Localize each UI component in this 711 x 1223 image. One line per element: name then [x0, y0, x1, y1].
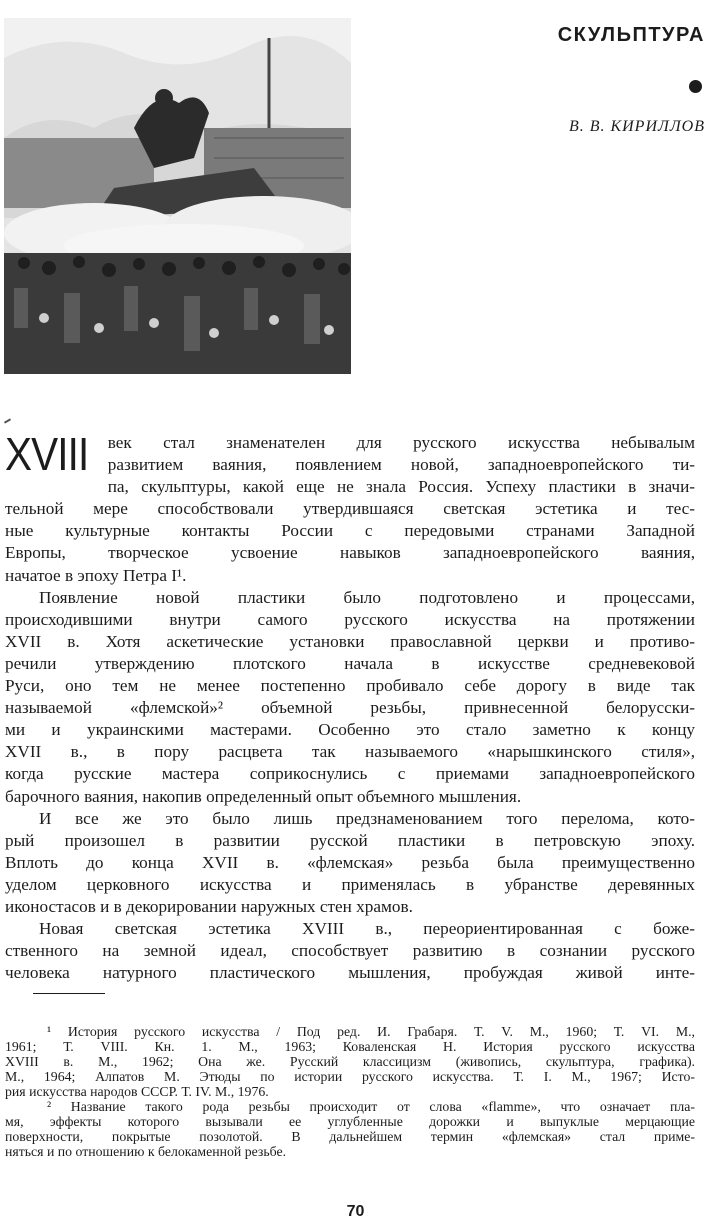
text-line: речили утверждению плотского начала в искусстве средневековой	[5, 653, 695, 673]
text-line: происходившими внутри самого русского искусства на протяжении	[5, 609, 695, 629]
text-line: барочного ваяния, накопив определенный опыт объемного мышления.	[5, 786, 522, 806]
stray-mark	[4, 418, 11, 423]
text-line: иконостасов и в декорировании наружных стен храмов.	[5, 896, 413, 916]
text-line: рый произошел в развитии русской пластики в петровскую эпоху.	[5, 830, 695, 850]
monument-engraving-icon	[4, 18, 351, 374]
opening-paragraph	[5, 428, 695, 480]
text-line: называемой «флемской»² объемной резьбы, привнесенной белорусски-	[5, 698, 695, 718]
footnote-2	[5, 1099, 695, 1114]
text-line: когда русские мастера соприкоснулись с приемами западноевропейского	[5, 764, 695, 784]
text-line: Руси, оно тем не менее постепенно пробивало себе дорогу в виде так	[5, 676, 695, 696]
text-line: XVII в. Хотя аскетические установки православной церкви и противо-	[5, 631, 695, 651]
text-line: XVII в., в пору расцвета так называемого «нарышкинского стиля»,	[5, 742, 695, 762]
text-line: тельной мере способствовали утвердившаяся светская эстетика и тес-	[5, 499, 695, 519]
bullet-dot	[689, 80, 702, 93]
monument-engraving	[4, 18, 351, 374]
text-line: век стал знаменателен для русского искусства небывалым	[107, 433, 695, 452]
text-line: Новая светская эстетика XVIII в., переориентированная с боже-	[39, 919, 695, 939]
text-line: И все же это было лишь предзнаменованием того перелома, кото-	[39, 808, 695, 828]
text-line: ные культурные контакты России с передовыми странами Западной	[5, 521, 695, 541]
footnote-line: ² Название такого рода резьбы происходит от слова «flamme», что означает пла-	[47, 1099, 695, 1114]
text-line: Европы, творческое усвоение навыков западноевропейского ваяния,	[5, 543, 695, 563]
article-body	[5, 428, 695, 984]
footnote-line: М., 1964; Алпатов М. Этюды по истории русского искусства. Т. I. М., 1967; Исто-	[5, 1069, 695, 1084]
text-line: Появление новой пластики было подготовлено и процессами,	[39, 587, 695, 607]
footnote-line: няться и по отношению к белокаменной резьбе.	[5, 1144, 287, 1159]
page-number: 70	[346, 1203, 365, 1220]
footnotes	[5, 1024, 695, 1159]
footnote-line: XVIII в. М., 1962; Она же. Русский классицизм (живопись, скульптура, графика).	[5, 1054, 695, 1069]
text-line: ми и украинскими мастерами. Особенно это стало заметно к концу	[5, 720, 695, 740]
text-line: начатое в эпоху Петра I¹.	[5, 565, 187, 585]
section-title: СКУЛЬПТУРА	[557, 24, 705, 46]
footnote-1	[5, 1024, 695, 1039]
text-line: человека натурного пластического мышления, пробуждая живой инте-	[5, 963, 695, 983]
drop-cap: XVIII	[5, 428, 89, 480]
footnote-rule	[33, 993, 105, 994]
text-line: ственного на земной идеал, способствует развитию в сознании русского	[5, 941, 695, 961]
footnote-line: мя, эффекты которого вызывали ее углубленные дорожки и выпуклые мерцающие	[5, 1114, 695, 1129]
footnote-line: ¹ История русского искусства / Под ред. И. Грабаря. Т. V. М., 1960; Т. VI. М.,	[47, 1024, 695, 1039]
footnote-line: рия искусства народов СССР. Т. IV. М., 1976.	[5, 1084, 269, 1099]
footnote-line: 1961; Т. VIII. Кн. 1. М., 1963; Коваленская Н. История русского искусства	[5, 1039, 695, 1054]
text-line: Вплоть до конца XVII в. «флемская» резьба была преимущественно	[5, 852, 695, 872]
text-line: уделом церковного искусства и применялась в убранстве деревянных	[5, 874, 695, 894]
author-name: В. В. КИРИЛЛОВ	[568, 118, 705, 135]
text-line: па, скульптуры, какой еще не знала Россия. Успеху пластики в значи-	[107, 477, 695, 497]
text-line: развитием ваяния, появлением новой, западноевропейского ти-	[107, 455, 695, 475]
footnote-line: поверхности, покрытые позолотой. В дальнейшем термин «флемская» стал приме-	[5, 1129, 695, 1144]
